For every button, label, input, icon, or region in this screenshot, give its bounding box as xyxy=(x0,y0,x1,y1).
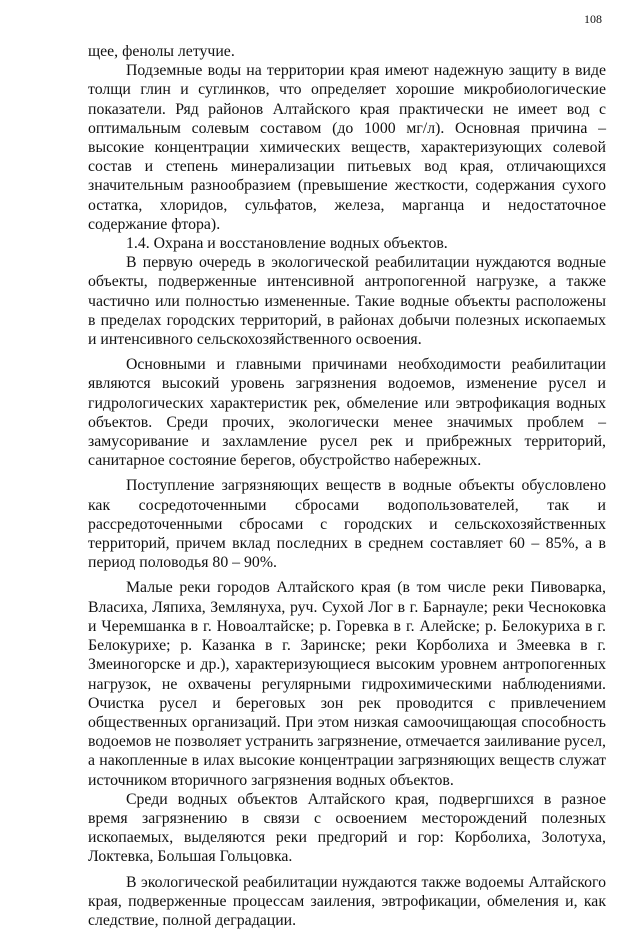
paragraph-mining-rivers: Среди водных объектов Алтайского края, подвергшихся в разное время загрязнению в связи с освоением месторождений полезных ископаемых, выделяются реки предгорий и гор: Корболиха, Золотуха, Локтевка, Большая Гольцовка. xyxy=(88,790,606,866)
section-heading: 1.4. Охрана и восстановление водных объектов. xyxy=(126,235,448,253)
paragraph-pollutant-input: Поступление загрязняющих веществ в водные объекты обусловлено как сосредоточенными сбросами водопользователей, так и рассредоточенными сбросами с городских и сельскохозяйственных территорий, причем вклад последних в среднем составляет 60 – 85%, а в период половодья 80 – 90%. xyxy=(88,477,606,572)
paragraph-main-causes: Основными и главными причинами необходимости реабилитации являются высокий уровень загрязнения водоемов, изменение русел и гидрологических характеристик рек, обмеление или эвтрофикация водных объектов. Среди прочих, экологически менее значимых проблем – замусоривание и захламление русел рек и прибрежных территорий, санитарное состояние берегов, обустройство набережных. xyxy=(88,356,606,470)
paragraph-degraded-reservoirs: В экологической реабилитации нуждаются также водоемы Алтайского края, подверженные процессам заиления, эвтрофикации, обмеления и, как следствие, полной деградации. xyxy=(88,873,606,929)
page-number: 108 xyxy=(584,12,602,26)
paragraph-rehabilitation-priority: В первую очередь в экологической реабилитации нуждаются водные объекты, подверженные интенсивной антропогенной нагрузке, а также частично или полностью измененные. Такие водные объекты расположены в пределах городских территорий, в районах добычи полезных ископаемых и интенсивного сельскохозяйственного освоения. xyxy=(88,254,606,349)
paragraph-small-rivers: Малые реки городов Алтайского края (в том числе реки Пивоварка, Власиха, Ляпиха, Землянуха, руч. Сухой Лог в г. Барнауле; реки Чесноковка и Черемшанка в г. Новоалтайске; р. Горевка в г. Алейске; р. Белокуриха в г. Белокурихе; р. Казанка в г. Заринске; реки Корболиха и Змеевка в г. Змеиногорске и др.), характеризующиеся высоким уровнем антропогенных нагрузок, не охвачены регулярными гидрохимическими наблюдениями. Очистка русел и береговых зон рек проводится с привлечением общественных организаций. При этом низкая самоочищающая способность водоемов не позволяет устранить загрязнение, отмечается заиливание русел, а накопленные в илах высокие концентрации загрязняющих веществ служат источником вторичного загрязнения водных объектов. xyxy=(88,579,606,789)
page-body xyxy=(88,42,606,930)
paragraph-groundwater: Подземные воды на территории края имеют надежную защиту в виде толщи глин и суглинков, что определяет хорошие микробиологические показатели. Ряд районов Алтайского края практически не имеет вод с оптимальным солевым составом (до 1000 мг/л). Основная причина – высокие концентрации химических веществ, характеризующих солевой состав и степень минерализации питьевых вод края, отличающихся значительным разнообразием (превышение жесткости, содержания сухого остатка, хлоридов, сульфатов, железа, марганца и недостаточное содержание фтора). xyxy=(88,62,606,233)
paragraph-continuation: щее, фенолы летучие. xyxy=(88,43,235,60)
